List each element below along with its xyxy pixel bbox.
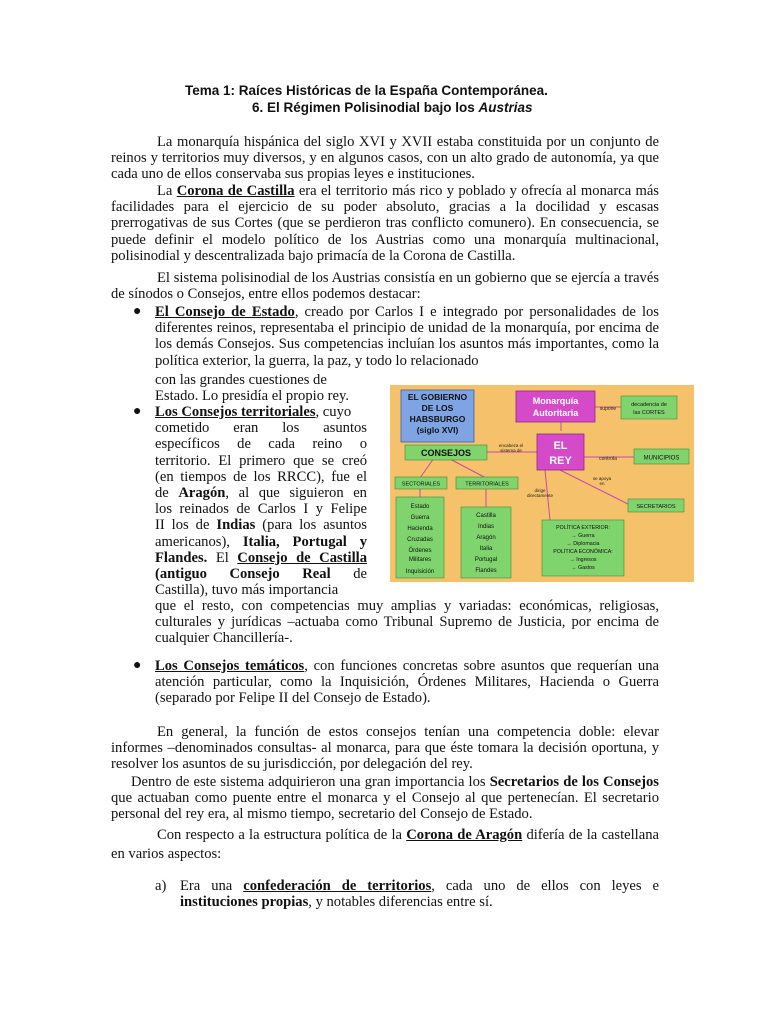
bullet-marker: ● [133, 658, 142, 673]
territorial-item: Italia [479, 546, 493, 552]
node-monarquia-label: Monarquía [532, 396, 579, 406]
edge-label-se-apoya: se apoya [592, 476, 612, 481]
node-el-rey-label: REY [549, 455, 572, 467]
diagram-title-line: EL GOBIERNO [407, 392, 468, 402]
node-consejos-label: CONSEJOS [420, 448, 472, 458]
paragraph-funcion: En general, la función de estos consejos tenían una competencia doble: elevar informes –denominados consultas- al monarca, para que éste tomara la decisión oportuna, y resolver los asuntos de su jurisdicción, por delegación del rey. [111, 724, 659, 773]
edge-label-encabeza: sistema de [500, 448, 522, 453]
bullet-consejos-tematicos: Los Consejos temáticos, con funciones concretas sobre asuntos que requerían una atención particular, como la Inquisición, Órdenes Militares, Hacienda o Guerra (separado por Felipe II del Consejo de Estado). [155, 658, 659, 707]
node-territoriales-label: TERRITORIALES [465, 481, 509, 488]
edge-label-encabeza: encabeza el [498, 443, 524, 448]
bullet-consejos-territoriales-cont: que el resto, con competencias muy amplias y variadas: económicas, religiosas, culturales y jurídicas –actuaba como Tribunal Supremo de Justicia, por encima de cualquier Chancillería-. [155, 598, 659, 647]
sectorial-item: Guerra [410, 515, 430, 521]
paragraph-intro: La monarquía hispánica del siglo XVI y XVII estaba constituida por un conjunto de reinos y territorios muy diversos, y en algunos casos, con un alto grado de autonomía, ya que cada uno de ellos conservaba sus propias leyes e instituciones. [111, 134, 659, 183]
document-subtitle: 6. El Régimen Polisinodial bajo los Austrias [252, 100, 533, 115]
bullet-marker: ● [133, 404, 142, 419]
diagram-title-line: HABSBURGO [409, 414, 466, 424]
sectorial-item: Inquisición [405, 569, 435, 575]
bullet-consejo-estado: El Consejo de Estado, creado por Carlos I e integrado por personalidades de los diferentes reinos, representaba el principio de unidad de la monarquía, por encima de los demás Consejos. Sus competencias incluían los asuntos más importantes, como la política exterior, la guerra, la paz, y todo lo relacionado [155, 304, 659, 369]
politica-line: → Gastos [571, 565, 595, 571]
bullet-marker: ● [133, 304, 142, 319]
territorial-item: Indias [477, 524, 495, 530]
sectorial-item: Militares [408, 557, 432, 563]
bullet-consejos-territoriales: Los Consejos territoriales, cuyo cometido eran los asuntos específicos de cada reino o territorio. El primero que se creó (en tiempos de los RRCC), fue el de Aragón, al que siguieron en los reinados de Carlos I y Felipe II los de Indias (para los asuntos americanos), Italia, Portugal y Flandes. El Consejo de Castilla (antiguo Consejo Real de Castilla), tuvo más importancia [155, 404, 367, 599]
diagram-title-line: DE LOS [421, 403, 454, 413]
concept-map-habsburgo [390, 385, 694, 582]
list-item-a: Era una confederación de territorios, cada uno de ellos con leyes e instituciones propias, y notables diferencias entre sí. [180, 878, 660, 911]
node-secretarios-label: SECRETARIOS [636, 504, 676, 510]
sectorial-item: Hacienda [407, 526, 433, 532]
edge-label-supone: supone [599, 406, 617, 412]
paragraph-polisinodial: El sistema polisinodial de los Austrias consistía en un gobierno que se ejercía a través de sínodos o Consejos, entre ellos podemos destacar: [111, 270, 659, 303]
edge-label-se-apoya: en [599, 481, 605, 486]
diagram-title-line: (siglo XVI) [416, 425, 459, 435]
bullet-consejo-estado-cont: con las grandes cuestiones de Estado. Lo presidía el propio rey. [155, 372, 349, 405]
node-monarquia-label: Autoritaria [532, 408, 579, 418]
politica-line: → Diplomacia [566, 541, 600, 547]
politica-line: POLÍTICA EXTERIOR: [556, 525, 610, 531]
node-el-rey-label: EL [553, 440, 568, 452]
edge-label-dirige: directamente [526, 493, 554, 498]
node-decadencia-label: las CORTES [633, 410, 665, 416]
paragraph-aragon: Con respecto a la estructura política de la Corona de Aragón difería de la castellana en varios aspectos: [111, 827, 659, 862]
paragraph-castilla: La Corona de Castilla era el territorio más rico y poblado y ofrecía al monarca más facilidades para el ejercicio de su poder absoluto, gracias a la docilidad y escasas prerrogativas de sus Cortes (que se perdieron tras conflicto comunero). En consecuencia, se puede definir el modelo político de los Austrias como una monarquía multinacional, polisinodial y descentralizada bajo primacía de la Corona de Castilla. [111, 183, 659, 264]
node-sectoriales-label: SECTORIALES [401, 481, 441, 488]
paragraph-secretarios: Dentro de este sistema adquirieron una gran importancia los Secretarios de los Consejos que actuaban como puente entre el monarca y el Consejo al que pertenecían. El secretario personal del rey era, al mismo tiempo, secretario del Consejo de Estado. [111, 774, 659, 823]
sectorial-item: Cruzadas [407, 537, 433, 543]
edge-label-controla: controla [599, 456, 617, 462]
territorial-item: Aragón [476, 535, 496, 541]
politica-line: → Guerra [571, 533, 595, 539]
edge-label-dirige: dirige [534, 488, 546, 493]
politica-line: POLÍTICA ECONÓMICA: [553, 549, 613, 555]
list-marker: a) [155, 878, 167, 894]
node-decadencia-label: decadencia de [631, 402, 667, 408]
sectorial-item: Órdenes [408, 548, 432, 554]
sectorial-item: Estado [410, 504, 430, 510]
territorial-item: Castilla [476, 513, 496, 519]
document-title: Tema 1: Raíces Históricas de la España Contemporánea. [185, 83, 548, 98]
territorial-item: Flandes [475, 568, 497, 574]
territorial-item: Portugal [474, 557, 498, 563]
node-municipios-label: MUNICIPIOS [643, 455, 680, 462]
politica-line: → Ingresos [569, 557, 597, 563]
